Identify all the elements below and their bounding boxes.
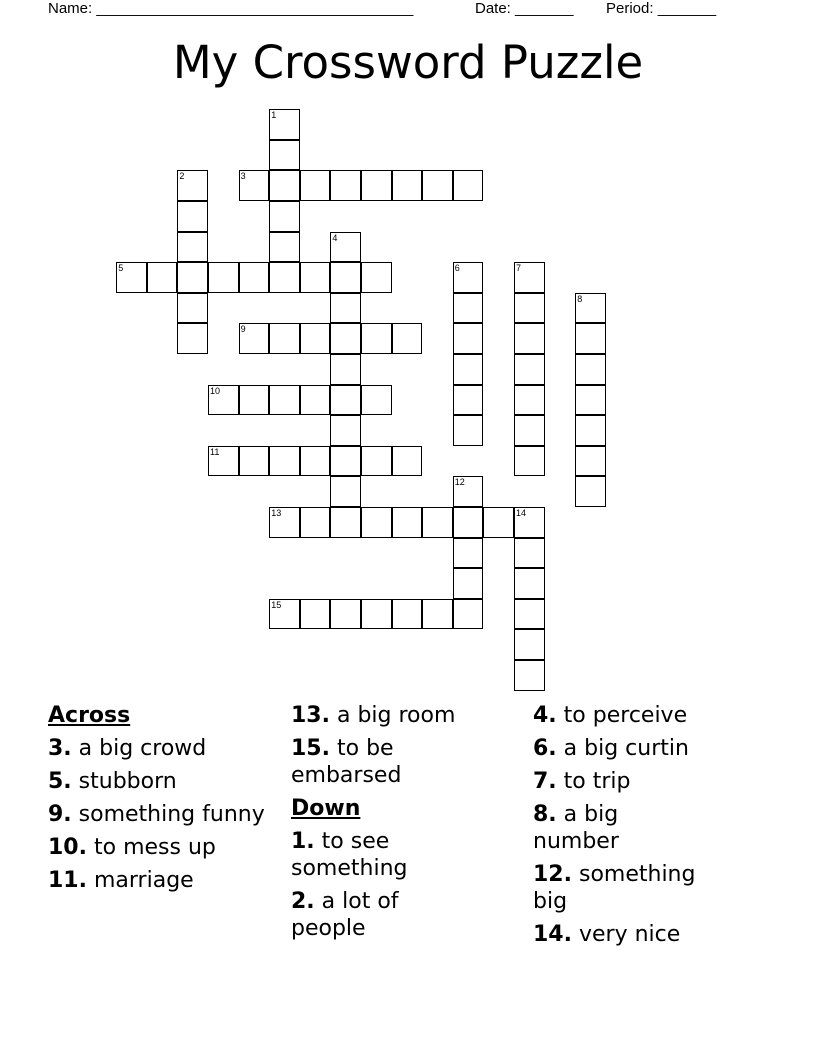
clue-text: very nice <box>578 922 681 947</box>
clue-number: 15. <box>291 736 330 761</box>
clue-number: 4. <box>533 703 557 728</box>
grid-cell[interactable] <box>330 293 361 324</box>
grid-cell[interactable] <box>300 170 331 201</box>
grid-cell[interactable] <box>453 293 484 324</box>
grid-cell[interactable] <box>300 599 331 630</box>
grid-cell[interactable] <box>269 446 300 477</box>
cell-number: 6 <box>454 263 460 274</box>
clue-number: 13. <box>291 703 330 728</box>
grid-cell[interactable] <box>453 415 484 446</box>
grid-cell[interactable] <box>269 323 300 354</box>
grid-cell[interactable] <box>361 170 392 201</box>
grid-cell[interactable] <box>208 262 239 293</box>
cell-number: 5 <box>118 263 124 274</box>
clue-text: to trip <box>563 769 631 794</box>
grid-cell[interactable] <box>392 507 423 538</box>
grid-cell[interactable] <box>330 599 361 630</box>
grid-cell[interactable] <box>330 323 361 354</box>
clue-text: a big number <box>533 802 619 854</box>
grid-cell[interactable] <box>453 599 484 630</box>
clue-text: a big crowd <box>78 736 207 761</box>
grid-cell[interactable] <box>575 415 606 446</box>
grid-cell[interactable] <box>300 262 331 293</box>
grid-cell[interactable] <box>177 323 208 354</box>
clue-text: to see something <box>291 829 408 881</box>
grid-cell[interactable] <box>177 262 208 293</box>
grid-cell[interactable] <box>239 446 270 477</box>
grid-cell[interactable] <box>453 568 484 599</box>
cell-number: 10 <box>210 385 221 396</box>
grid-cell[interactable] <box>330 354 361 385</box>
grid-cell[interactable] <box>269 170 300 201</box>
clue-text: a big room <box>336 703 456 728</box>
grid-cell[interactable] <box>177 170 208 201</box>
grid-cell[interactable] <box>575 293 606 324</box>
cell-number: 9 <box>240 324 246 335</box>
grid-cell[interactable] <box>453 262 484 293</box>
cell-number: 14 <box>516 508 527 518</box>
clue-across-11 <box>48 867 278 894</box>
grid-cell[interactable] <box>116 262 147 293</box>
grid-cell[interactable] <box>177 293 208 324</box>
grid-cell[interactable] <box>300 446 331 477</box>
grid-cell[interactable] <box>239 262 270 293</box>
grid-cell[interactable] <box>330 507 361 538</box>
grid-cell[interactable] <box>361 262 392 293</box>
clue-down-6 <box>533 735 773 762</box>
clue-number: 7. <box>533 769 557 794</box>
grid-cell[interactable] <box>269 201 300 232</box>
grid-cell[interactable] <box>147 262 178 293</box>
grid-cell[interactable] <box>514 629 545 660</box>
grid-cell[interactable] <box>392 446 423 477</box>
grid-cell[interactable] <box>361 385 392 416</box>
grid-cell[interactable] <box>269 385 300 416</box>
clue-number: 8. <box>533 802 557 827</box>
clues-column-1 <box>48 702 278 900</box>
period-field[interactable]: Period: _______ <box>606 0 717 17</box>
date-field[interactable]: Date: _______ <box>475 0 574 17</box>
cell-number: 12 <box>454 477 465 488</box>
grid-cell[interactable] <box>300 507 331 538</box>
grid-cell[interactable] <box>483 507 514 538</box>
grid-cell[interactable] <box>453 323 484 354</box>
name-field[interactable]: Name: ______________________________________ <box>48 0 414 17</box>
clue-text: to mess up <box>93 835 216 860</box>
grid-cell[interactable] <box>575 323 606 354</box>
grid-cell[interactable] <box>300 385 331 416</box>
clue-number: 5. <box>48 769 72 794</box>
clue-text: stubborn <box>78 769 177 794</box>
grid-cell[interactable] <box>392 170 423 201</box>
clue-down-2 <box>291 888 441 942</box>
grid-cell[interactable] <box>514 262 545 293</box>
page-title: My Crossword Puzzle <box>172 36 644 89</box>
cell-number: 3 <box>240 171 246 182</box>
grid-cell[interactable] <box>392 323 423 354</box>
grid-cell[interactable] <box>422 170 453 201</box>
clue-down-1 <box>291 828 441 882</box>
grid-cell[interactable] <box>208 385 239 416</box>
grid-cell[interactable] <box>453 170 484 201</box>
cell-number: 8 <box>577 293 583 304</box>
grid-cell[interactable] <box>514 323 545 354</box>
grid-cell[interactable] <box>177 232 208 263</box>
grid-cell[interactable] <box>453 385 484 416</box>
grid-cell[interactable] <box>330 170 361 201</box>
grid-cell[interactable] <box>514 538 545 569</box>
grid-cell[interactable] <box>361 599 392 630</box>
grid-cell[interactable] <box>208 446 239 477</box>
grid-cell[interactable] <box>392 599 423 630</box>
clue-down-12 <box>533 861 723 915</box>
clue-down-14 <box>533 921 773 948</box>
across-heading: Across <box>48 703 131 728</box>
cell-number: 11 <box>210 446 220 457</box>
grid-cell[interactable] <box>330 385 361 416</box>
clue-across-9 <box>48 801 278 828</box>
clue-number: 14. <box>533 922 572 947</box>
grid-cell[interactable] <box>575 446 606 477</box>
grid-cell[interactable] <box>330 262 361 293</box>
grid-cell[interactable] <box>453 538 484 569</box>
clue-across-5 <box>48 768 278 795</box>
grid-cell[interactable] <box>361 507 392 538</box>
clue-across-13 <box>291 702 521 729</box>
grid-cell[interactable] <box>361 446 392 477</box>
grid-cell[interactable] <box>514 415 545 446</box>
clue-text: something big <box>533 862 696 914</box>
grid-cell[interactable] <box>330 415 361 446</box>
grid-cell[interactable] <box>514 568 545 599</box>
grid-cell[interactable] <box>422 599 453 630</box>
grid-cell[interactable] <box>269 262 300 293</box>
clue-number: 1. <box>291 829 315 854</box>
grid-cell[interactable] <box>453 354 484 385</box>
grid-cell[interactable] <box>300 323 331 354</box>
grid-cell[interactable] <box>177 201 208 232</box>
grid-cell[interactable] <box>269 232 300 263</box>
down-heading: Down <box>291 796 361 821</box>
clue-text: a big curtin <box>563 736 689 761</box>
clues-column-3 <box>533 702 773 954</box>
grid-cell[interactable] <box>330 476 361 507</box>
grid-cell[interactable] <box>361 323 392 354</box>
grid-cell[interactable] <box>514 446 545 477</box>
cell-number: 13 <box>271 508 282 518</box>
grid-cell[interactable] <box>269 599 300 630</box>
clue-text: to perceive <box>563 703 688 728</box>
clue-number: 3. <box>48 736 72 761</box>
clue-down-7 <box>533 768 773 795</box>
cell-number: 2 <box>179 171 185 182</box>
grid-cell[interactable] <box>239 323 270 354</box>
grid-cell[interactable] <box>239 170 270 201</box>
cell-number: 1 <box>271 110 277 121</box>
clue-number: 11. <box>48 868 87 893</box>
grid-cell[interactable] <box>514 293 545 324</box>
clue-number: 6. <box>533 736 557 761</box>
clue-number: 10. <box>48 835 87 860</box>
grid-cell[interactable] <box>514 599 545 630</box>
grid-cell[interactable] <box>269 140 300 171</box>
cell-number: 4 <box>332 232 338 243</box>
grid-cell[interactable] <box>514 385 545 416</box>
grid-cell[interactable] <box>514 354 545 385</box>
grid-cell[interactable] <box>330 232 361 263</box>
grid-cell[interactable] <box>453 507 484 538</box>
clue-across-10 <box>48 834 278 861</box>
clue-number: 9. <box>48 802 72 827</box>
grid-cell[interactable] <box>575 476 606 507</box>
clue-text: something funny <box>78 802 265 827</box>
grid-cell[interactable] <box>514 507 545 538</box>
grid-cell[interactable] <box>269 507 300 538</box>
clue-number: 2. <box>291 889 315 914</box>
clue-across-3 <box>48 735 278 762</box>
cell-number: 7 <box>516 263 522 274</box>
clues-column-2 <box>291 702 521 948</box>
clue-number: 12. <box>533 862 572 887</box>
grid-cell[interactable] <box>453 476 484 507</box>
clue-down-8 <box>533 801 653 855</box>
cell-number: 15 <box>271 599 282 610</box>
clue-text: to be embarsed <box>291 736 402 788</box>
grid-cell[interactable] <box>575 385 606 416</box>
grid-cell[interactable] <box>422 507 453 538</box>
grid-cell[interactable] <box>514 660 545 691</box>
grid-cell[interactable] <box>239 385 270 416</box>
grid-cell[interactable] <box>575 354 606 385</box>
grid-cell[interactable] <box>330 446 361 477</box>
clue-text: marriage <box>93 868 194 893</box>
grid-cell[interactable] <box>269 109 300 140</box>
clue-down-4 <box>533 702 773 729</box>
clue-across-15 <box>291 735 441 789</box>
clue-text: a lot of people <box>291 889 399 941</box>
